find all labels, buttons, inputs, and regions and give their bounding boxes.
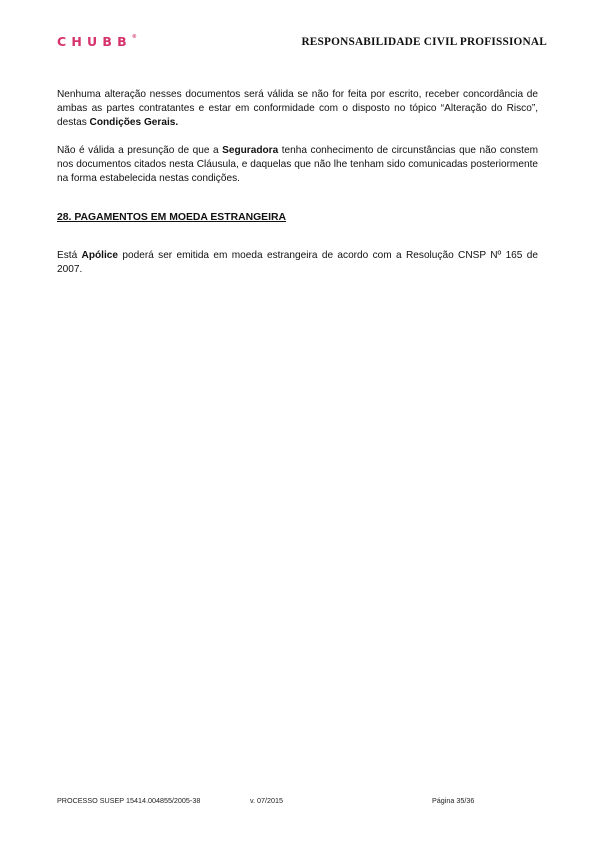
- bold-term: Apólice: [81, 250, 119, 261]
- text-run: poderá ser emitida em moeda estrangeira de acordo com a Resolução CNSP Nº 165 de 2007.: [57, 250, 538, 276]
- footer-page-number: Página 35/36: [432, 796, 475, 805]
- footer-version: v. 07/2015: [250, 796, 284, 805]
- logo-text: CHUBB: [57, 34, 132, 49]
- registered-mark: ®: [131, 34, 137, 40]
- chubb-logo: [57, 34, 137, 49]
- text-run: Está: [57, 250, 82, 261]
- bold-term: Condições Gerais.: [89, 117, 179, 129]
- document-title: RESPONSABILIDADE CIVIL PROFISSIONAL: [301, 36, 547, 48]
- paragraph-foreign-currency: [57, 249, 538, 277]
- footer-process: PROCESSO SUSEP 15414.004855/2005-38: [57, 796, 201, 805]
- bold-term: Seguradora: [222, 145, 279, 156]
- paragraph-presumption: [57, 144, 538, 187]
- text-run: Nenhuma alteração nesses documentos será válida se não for feita por escrito, receber concordância de ambas as partes contratantes e estar em conformidade com o disposto no tópico “Alteração do Risco”, destas: [57, 89, 538, 129]
- paragraph-alteration: [57, 88, 538, 131]
- section-heading: 28. PAGAMENTOS EM MOEDA ESTRANGEIRA: [57, 212, 287, 223]
- text-run: tenha conhecimento de circunstâncias que não constem nos documentos citados nesta Cláusula, e daquelas que não lhe tenham sido comunicadas posteriormente na forma estabelecida nestas condições.: [57, 145, 538, 185]
- text-run: Não é válida a presunção de que a: [57, 145, 223, 156]
